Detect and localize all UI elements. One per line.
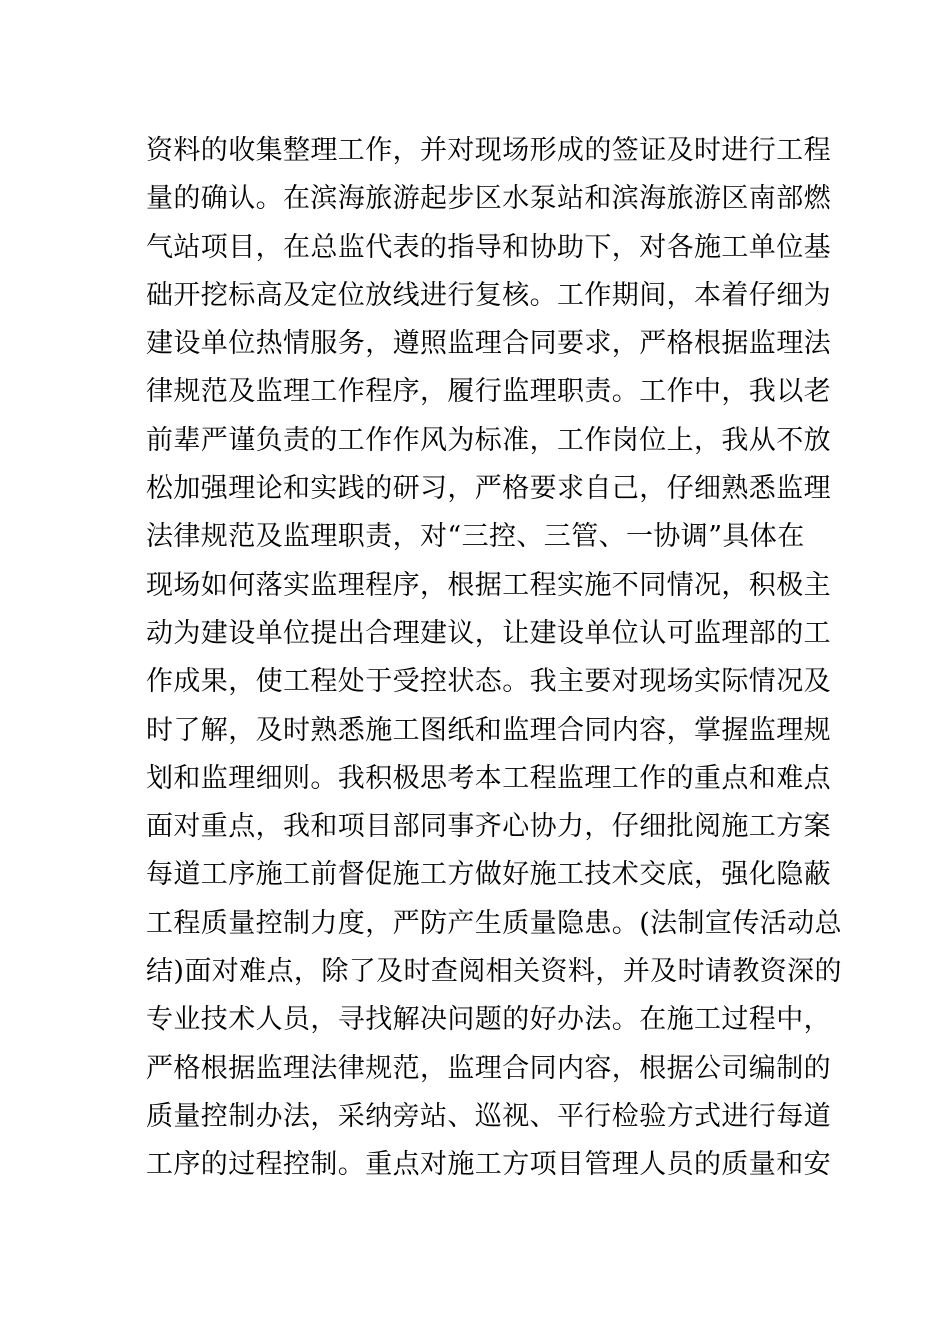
text-line: 前辈严谨负责的工作作风为标准，工作岗位上，我从不放 [146, 424, 831, 456]
text-line: 建设单位热情服务，遵照监理合同要求，严格根据监理法 [146, 328, 831, 360]
text-line: 础开挖标高及定位放线进行复核。工作期间，本着仔细为 [146, 279, 831, 311]
text-line: 工程质量控制力度，严防产生质量隐患。(法制宣传活动总 [146, 907, 842, 939]
text-line: 量的确认。在滨海旅游起步区水泵站和滨海旅游区南部燃 [146, 183, 831, 215]
text-line: 气站项目，在总监代表的指导和协助下，对各施工单位基 [146, 231, 831, 263]
text-line: 质量控制办法，采纳旁站、巡视、平行检验方式进行每道 [146, 1100, 831, 1132]
text-line: 时了解，及时熟悉施工图纸和监理合同内容，掌握监理规 [146, 714, 831, 746]
text-line: 专业技术人员，寻找解决问题的好办法。在施工过程中， [146, 1004, 831, 1036]
text-line: 工序的过程控制。重点对施工方项目管理人员的质量和安 [146, 1149, 831, 1181]
body-text [146, 127, 842, 1190]
text-line: 严格根据监理法律规范，监理合同内容，根据公司编制的 [146, 1052, 831, 1084]
text-line: 动为建设单位提出合理建议，让建设单位认可监理部的工 [146, 617, 831, 649]
text-line: 每道工序施工前督促施工方做好施工技术交底，强化隐蔽 [146, 859, 831, 891]
text-line: 作成果，使工程处于受控状态。我主要对现场实际情况及 [146, 666, 831, 698]
text-line: 法律规范及监理职责，对“三控、三管、一协调”具体在 [146, 521, 805, 553]
text-line: 资料的收集整理工作，并对现场形成的签证及时进行工程 [146, 135, 831, 166]
text-line: 现场如何落实监理程序，根据工程实施不同情况，积极主 [146, 569, 831, 601]
text-line: 划和监理细则。我积极思考本工程监理工作的重点和难点 [146, 762, 831, 794]
text-line: 面对重点，我和项目部同事齐心协力，仔细批阅施工方案 [146, 811, 831, 843]
text-line: 律规范及监理工作程序，履行监理职责。工作中，我以老 [146, 376, 831, 408]
text-line: 结)面对难点，除了及时查阅相关资料，并及时请教资深的 [146, 956, 842, 988]
text-line: 松加强理论和实践的研习，严格要求自己，仔细熟悉监理 [146, 473, 831, 505]
